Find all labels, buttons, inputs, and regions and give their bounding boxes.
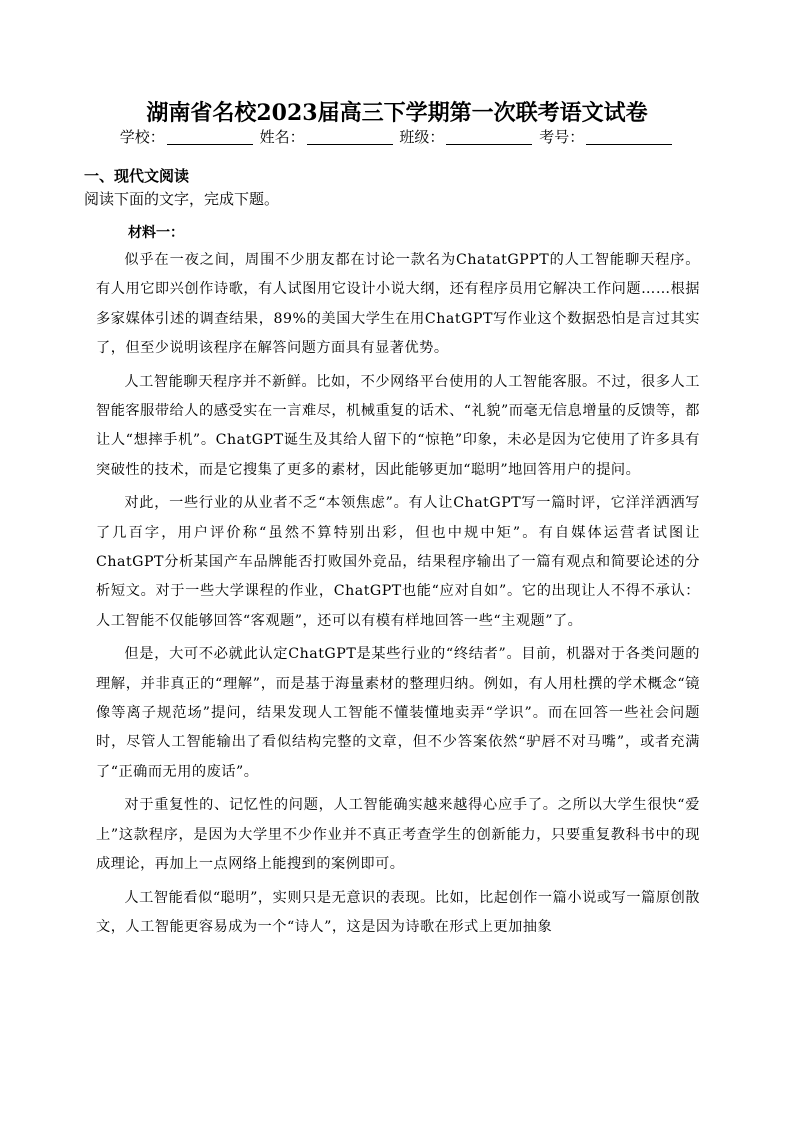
name-label: 姓名： [259, 128, 305, 146]
class-label: 班级： [399, 128, 445, 146]
reading-instruction: 阅读下面的文字，完成下题。 [84, 190, 280, 208]
name-blank [307, 143, 393, 145]
exam-title: 湖南省名校2023届高三下学期第一次联考语文试卷 [146, 100, 648, 126]
exam-number-label: 考号： [539, 128, 585, 146]
paragraph: 对此，一些行业的从业者不乏“本领焦虑”。有人让ChatGPT写一篇时评，它洋洋洒洒写了几百字，用户评价称“虽然不算特别出彩，但也中规中矩”。有自媒体运营者试图让ChatGPT分析某国产车品牌能否打败国外竞品，结果程序输出了一篇有观点和简要论述的分析短文。对于一些大学课程的作业，ChatGPT也能“应对自如”。它的出现让人不得不承认：人工智能不仅能够回答“客观题”，还可以有模有样地回答一些“主观题”了。 [96, 495, 700, 629]
paragraph: 对于重复性的、记忆性的问题，人工智能确实越来越得心应手了。之所以大学生很快“爱上”这款程序，是因为大学里不少作业并不真正考查学生的创新能力，只要重复教科书中的现成理论，再加上一点网络上能搜到的案例即可。 [96, 797, 700, 872]
student-info-line [0, 126, 794, 147]
school-label: 学校： [119, 128, 165, 146]
paragraph: 人工智能聊天程序并不新鲜。比如，不少网络平台使用的人工智能客服。不过，很多人工智能客服带给人的感受实在一言难尽，机械重复的话术、“礼貌”而毫无信息增量的反馈等，都让人“想摔手机”。ChatGPT诞生及其给人留下的“惊艳”印象，未必是因为它使用了许多具有突破性的技术，而是它搜集了更多的素材，因此能够更加“聪明”地回答用户的提问。 [96, 373, 700, 478]
section-heading: 一、现代文阅读 [84, 167, 190, 185]
name-field [260, 126, 395, 147]
exam-number-field [539, 126, 674, 147]
paragraph: 似乎在一夜之间，周围不少朋友都在讨论一款名为ChatatGPPT的人工智能聊天程序。有人用它即兴创作诗歌，有人试图用它设计小说大纲，还有程序员用它解决工作问题……根据多家媒体引述的调查结果，89%的美国大学生在用ChatGPT写作业这个数据恐怕是言过其实了，但至少说明该程序在解答问题方面具有显著优势。 [96, 252, 700, 356]
article-body [96, 246, 700, 947]
material-label: 材料一： [128, 225, 184, 241]
paragraph: 人工智能看似“聪明”，实则只是无意识的表现。比如，比起创作一篇小说或写一篇原创散文，人工智能更容易成为一个“诗人”，这是因为诗歌在形式上更加抽象 [96, 889, 700, 936]
school-blank [167, 143, 253, 145]
class-field [399, 126, 534, 147]
exam-number-blank [586, 143, 672, 145]
school-field [120, 126, 255, 147]
paragraph: 但是，大可不必就此认定ChatGPT是某些行业的“终结者”。目前，机器对于各类问题的理解，并非真正的“理解”，而是基于海量素材的整理归纳。例如，有人用杜撰的学术概念“镜像等离子规范场”提问，结果发现人工智能不懂装懂地卖弄“学识”。而在回答一些社会问题时，尽管人工智能输出了看似结构完整的文章，但不少答案依然“驴唇不对马嘴”，或者充满了“正确而无用的废话”。 [96, 646, 700, 780]
class-blank [446, 143, 532, 145]
